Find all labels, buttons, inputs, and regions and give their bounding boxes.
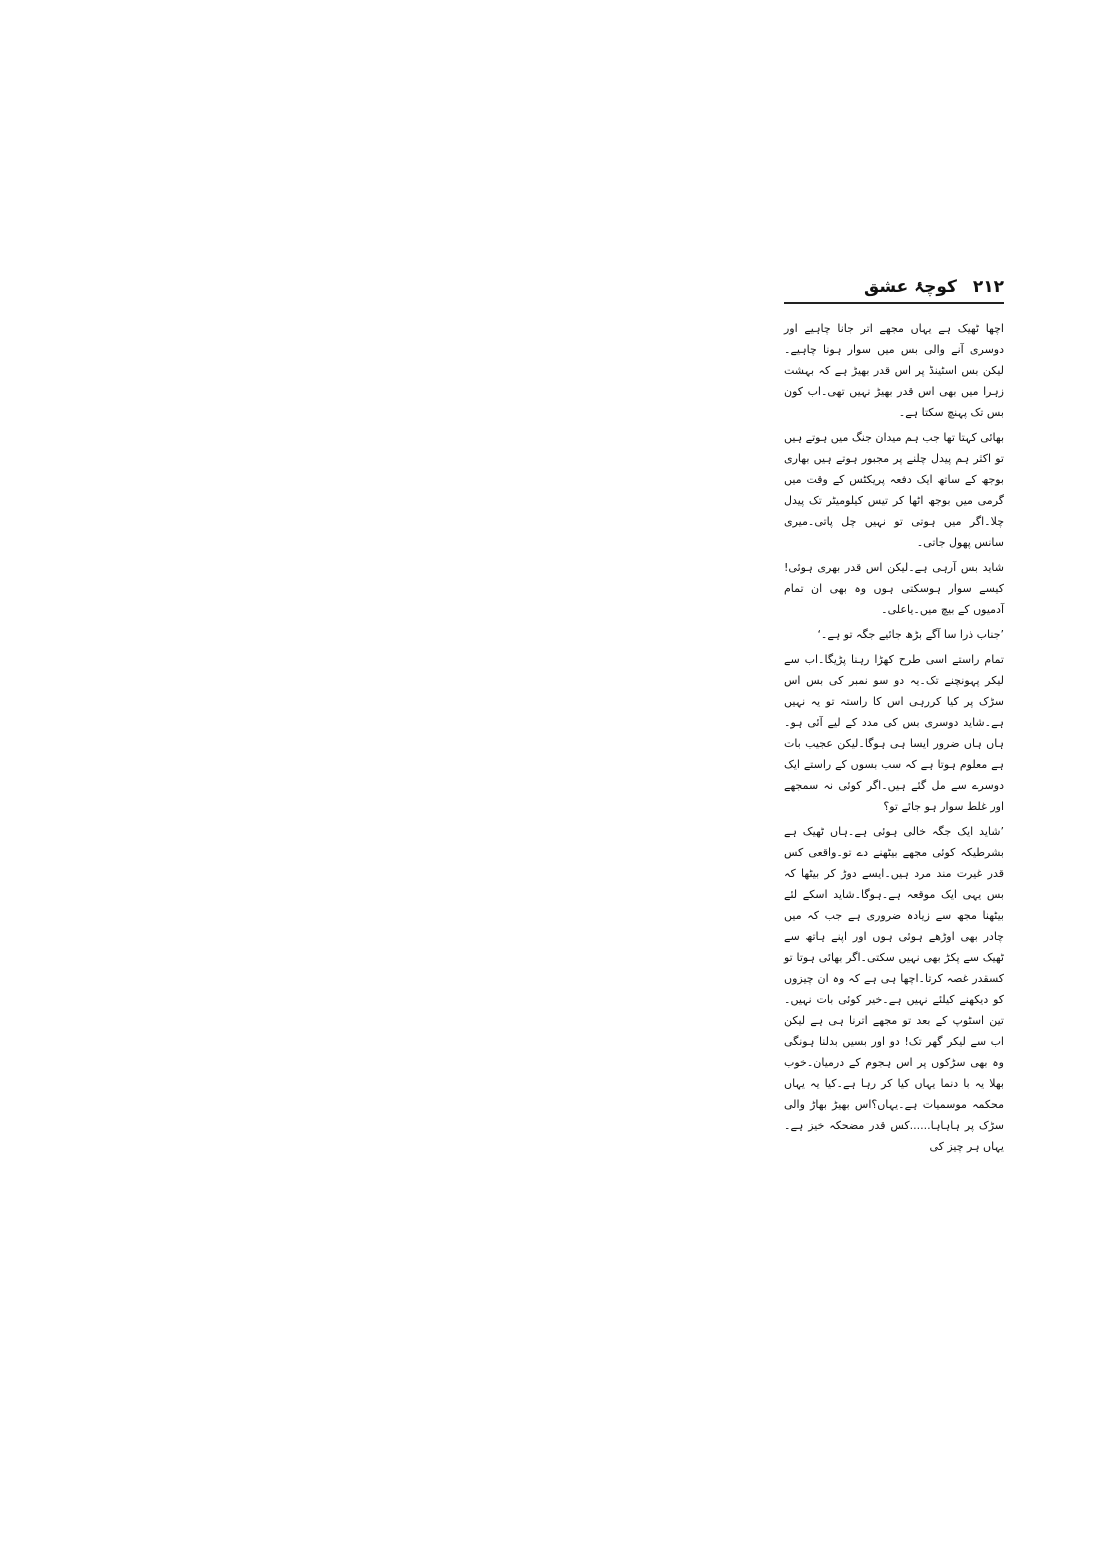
paragraph: تمام راستے اسی طرح کھڑا رہنا پڑیگا۔اب سے لیکر پہونچنے تک۔یہ دو سو نمبر کی بس اس سڑک پر کیا کررہی اس کا راستہ تو یہ نہیں ہے۔شاید دوسری بس کی مدد کے لیے آئی ہو۔ہاں ہاں ضرور ایسا ہی ہوگا۔لیکن عجیب بات ہے معلوم ہوتا ہے کہ سب بسوں کے راستے ایک دوسرے سے مل گئے ہیں۔اگر کوئی نہ سمجھے اور غلط سوار ہو جائے تو؟ [784,653,1004,813]
paragraph: اچھا ٹھیک ہے یہاں مجھے اتر جانا چاہیے اور دوسری آنے والی بس میں سوار ہونا چاہیے۔لیکن بس اسٹینڈ پر اس قدر بھیڑ ہے کہ بہشت زہرا میں بھی اس قدر بھیڑ نہیں تھی۔اب کون بس تک پہنچ سکتا ہے۔ [784,322,1004,419]
header-rule [784,302,1004,304]
running-header [784,276,1004,302]
paragraph: ’جناب ذرا سا آگے بڑھ جائیے جگہ تو ہے۔‘ [817,628,1004,641]
page-number: ۲۱۲ [972,277,1004,297]
book-title: کوچۂ عشق [864,277,957,297]
paragraph: شاید بس آرہی ہے۔لیکن اس قدر بھری ہوئی! کیسے سوار ہوسکتی ہوں وہ بھی ان تمام آدمیوں کے بیچ میں۔یاعلی۔ [784,561,1004,616]
paragraph: بھائی کہتا تھا جب ہم میدان جنگ میں ہوتے ہیں تو اکثر ہم پیدل چلنے پر مجبور ہوتے ہیں بھاری بوجھ کے ساتھ ایک دفعہ پریکٹس کے وقت میں گرمی میں بوجھ اٹھا کر تیس کیلومیٹر تک پیدل چلا۔اگر میں ہوتی تو نہیں چل پاتی۔میری سانس پھول جاتی۔ [784,431,1004,549]
body-text [784,318,1004,1157]
paragraph: ’شاید ایک جگہ خالی ہوئی ہے۔ہاں ٹھیک ہے بشرطیکہ کوئی مجھے بیٹھنے دے تو۔واقعی کس قدر غیرت مند مرد ہیں۔ایسے دوڑ کر بیٹھا کہ بس یہی ایک موقعہ ہے۔ہوگا۔شاید اسکے لئے بیٹھنا مجھ سے زیادہ ضروری ہے جب کہ میں چادر بھی اوڑھے ہوئی ہوں اور اپنے ہاتھ سے ٹھیک سے پکڑ بھی نہیں سکتی۔اگر بھائی ہوتا تو کسقدر غصہ کرتا۔اچھا ہی ہے کہ وہ ان چیزوں کو دیکھنے کیلئے نہیں ہے۔خیر کوئی بات نہیں۔تین اسٹوپ کے بعد تو مجھے اترنا ہی ہے لیکن اب سے لیکر گھر تک! دو اور بسیں بدلنا ہونگی وہ بھی سڑکوں پر اس ہجوم کے درمیان۔خوب بھلا یہ با دنما یہاں کیا کر رہا ہے۔کیا یہ یہاں محکمہ موسمیات ہے۔یہاں؟اس بھیڑ بھاڑ والی سڑک پر ہاہاہا......کس قدر مضحکہ خیز ہے۔یہاں ہر چیز کی [784,825,1004,1153]
